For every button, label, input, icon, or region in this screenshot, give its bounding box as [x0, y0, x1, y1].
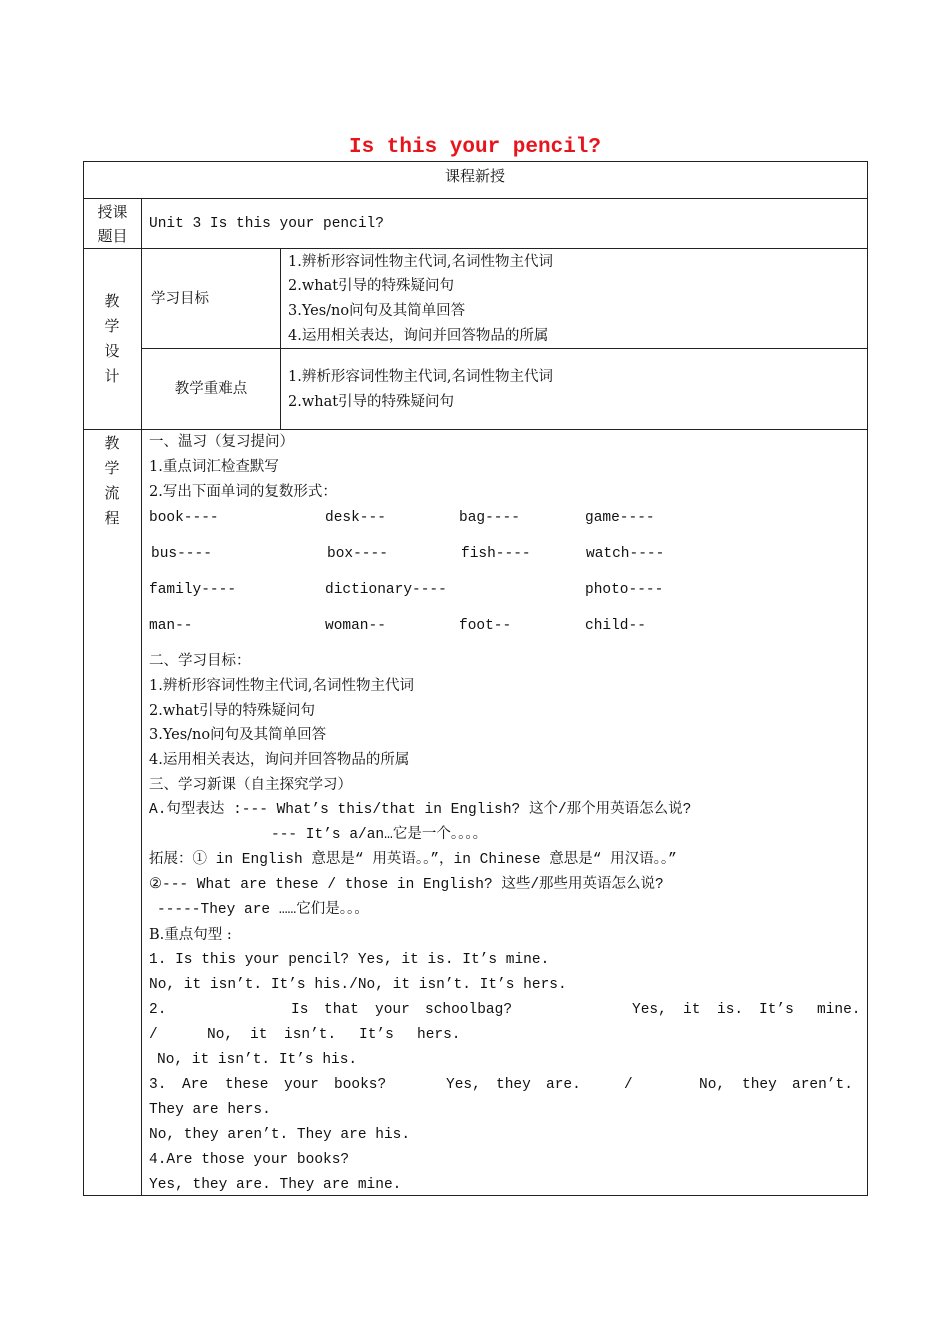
review-item: 2.写出下面单词的复数形式：	[149, 484, 337, 500]
word-cell: dictionary----	[325, 582, 447, 598]
goals-heading: 二、学习目标：	[149, 653, 251, 669]
word-cell: photo----	[585, 582, 664, 598]
keypoint-item: 1.辨析形容词性物主代词,名词性物主代词	[288, 369, 553, 385]
keypoint-item: 2.what引导的特殊疑问句	[288, 394, 455, 410]
page-title: Is this your pencil?	[348, 136, 602, 159]
word-cell: box----	[327, 546, 388, 562]
word-cell: fish----	[461, 546, 531, 562]
review-heading: 一、温习（复习提问）	[149, 434, 294, 450]
extension-line: -----They are ……它们是。。。	[157, 902, 369, 918]
word-cell: family----	[149, 582, 237, 598]
keypoints-label: 教学重难点	[174, 381, 248, 397]
word-cell: foot--	[459, 618, 512, 634]
objectives-label: 学习目标	[151, 291, 209, 307]
objective-item: 3.Yes/no问句及其简单回答	[288, 303, 466, 319]
extension-line: ②--- What are these / those in English? 这些/那些用英语怎么说?	[149, 877, 664, 893]
topic-label-line2: 题目	[97, 227, 128, 245]
review-item: 1.重点词汇检查默写	[149, 459, 279, 475]
word-cell: woman--	[325, 618, 386, 634]
word-cell: child--	[585, 618, 646, 634]
objective-item: 4.运用相关表达，询问并回答物品的所属	[288, 328, 549, 344]
word-cell: game----	[585, 510, 655, 526]
extension-line: 拓展：① in English 意思是“ 用英语。。”，in Chinese 意思是“ 用汉语。。”	[149, 852, 677, 868]
objective-item: 2.what引导的特殊疑问句	[288, 278, 455, 294]
word-cell: book----	[149, 510, 219, 526]
goal-item: 2.what引导的特殊疑问句	[149, 703, 316, 719]
design-label: 教 学 设 计	[104, 292, 120, 385]
topic-label-line1: 授课	[97, 203, 128, 221]
key-sentence: Yes, they are. They are mine.	[149, 1177, 402, 1193]
goal-item: 3.Yes/no问句及其简单回答	[149, 727, 327, 743]
topic-value: Unit 3 Is this your pencil?	[149, 216, 384, 232]
process-label: 教 学 流 程	[104, 434, 120, 527]
objective-item: 1.辨析形容词性物主代词,名词性物主代词	[288, 254, 553, 270]
key-sentences-heading: B.重点句型 :	[149, 927, 232, 943]
word-cell: man--	[149, 618, 193, 634]
key-sentence: No, it isn’t. It’s his.	[157, 1052, 358, 1068]
sentence-a-answer: --- It’s a/an…它是一个。。。。	[271, 827, 488, 843]
sentence-a: A.句型表达 :--- What’s this/that in English? 这个/那个用英语怎么说?	[149, 802, 692, 818]
key-sentence: No, they aren’t. They are his.	[149, 1127, 411, 1143]
word-cell: bus----	[151, 546, 212, 562]
goal-item: 4.运用相关表达，询问并回答物品的所属	[149, 752, 410, 768]
word-cell: bag----	[459, 510, 520, 526]
key-sentence: No, it isn’t. It’s his./No, it isn’t. It’s hers.	[149, 977, 567, 993]
word-cell: watch----	[586, 546, 665, 562]
key-sentence: They are hers.	[149, 1102, 271, 1118]
table-header: 课程新授	[444, 167, 505, 185]
goal-item: 1.辨析形容词性物主代词,名词性物主代词	[149, 678, 414, 694]
new-lesson-heading: 三、学习新课（自主探究学习）	[149, 777, 352, 793]
key-sentence: 4.Are those your books?	[149, 1152, 350, 1168]
word-cell: desk---	[325, 510, 386, 526]
key-sentence: 1. Is this your pencil? Yes, it is. It’s mine.	[149, 952, 550, 968]
